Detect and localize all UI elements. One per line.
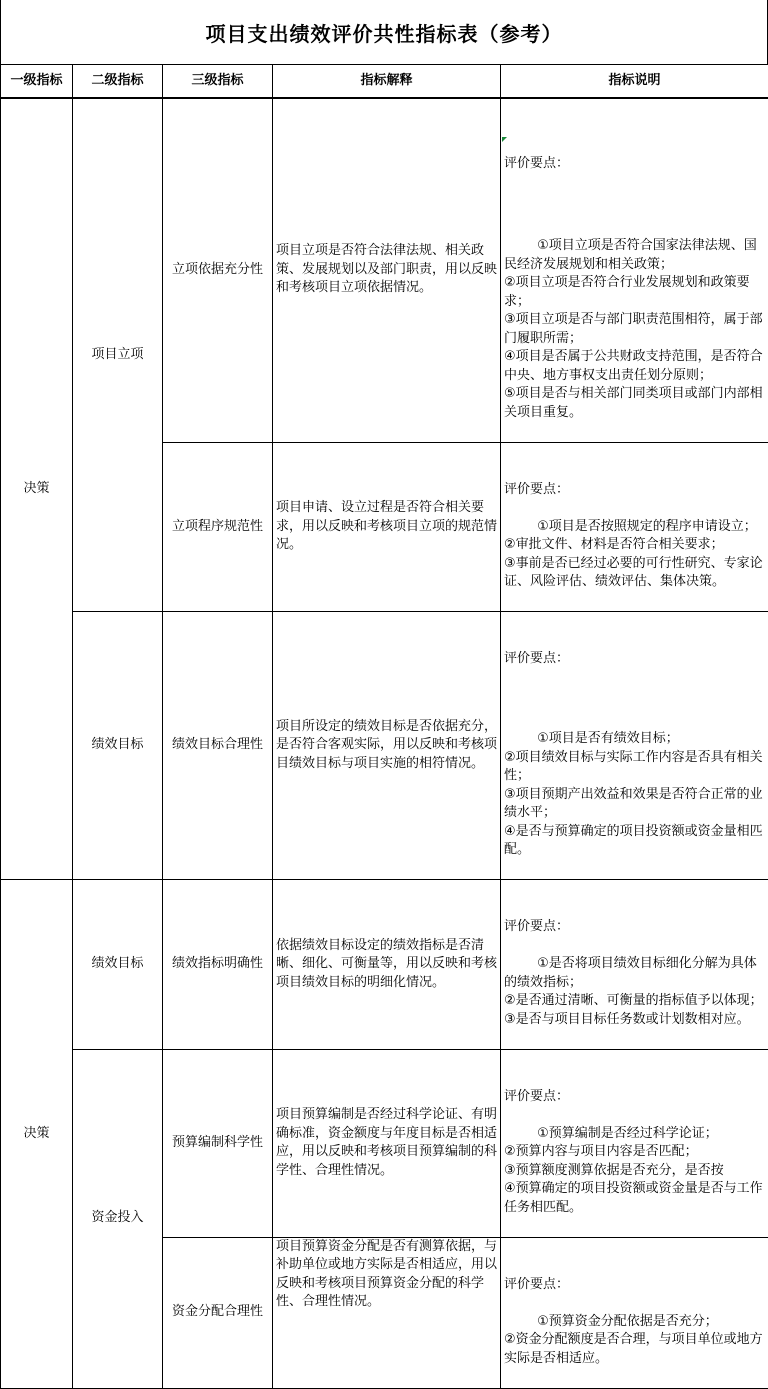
- level2-cell: 绩效目标: [73, 612, 163, 880]
- note-heading: 评价要点：: [504, 1088, 765, 1107]
- note-cell: [501, 442, 768, 612]
- explain-cell: 项目所设定的绩效目标是否依据充分，是否符合客观实际，用以反映和考核项目绩效目标与项目实施的相符情况。: [273, 612, 501, 880]
- header-explain: 指标解释: [273, 65, 501, 98]
- level3-cell: 绩效目标合理性: [163, 612, 273, 880]
- page-title: 项目支出绩效评价共性指标表（参考）: [0, 0, 768, 64]
- note-cell: [501, 1237, 768, 1388]
- note-heading: 评价要点：: [504, 1276, 765, 1295]
- note-body: ①项目立项是否符合国家法律法规、国民经济发展规划和相关政策； ②项目立项是否符合行业发展规划和政策要求； ③项目立项是否与部门职责范围相符，属于部门履职所需； ④项目是否属于公共财政支持范围，是否符合中央、地方事权支出责任划分原则； ⑤项目是否与相关部门同类项目或部门内部相关项目重复。: [504, 238, 763, 420]
- note-body: ①项目是否有绩效目标； ②项目绩效目标与实际工作内容是否具有相关性； ③项目预期产出效益和效果是否符合正常的业绩水平； ④是否与预算确定的项目投资额或资金量相匹配。: [504, 731, 763, 857]
- note-cell: [501, 98, 768, 443]
- header-note: 指标说明: [501, 65, 768, 98]
- level2-cell: 项目立项: [73, 98, 163, 612]
- level3-cell: 立项程序规范性: [163, 442, 273, 612]
- note-cell: [501, 880, 768, 1050]
- note-heading: 评价要点：: [504, 155, 765, 174]
- note-heading: 评价要点：: [504, 918, 765, 937]
- header-level1: 一级指标: [1, 65, 73, 98]
- explain-cell: 项目申请、设立过程是否符合相关要求，用以反映和考核项目立项的规范情况。: [273, 442, 501, 612]
- explain-cell: 项目预算编制是否经过科学论证、有明确标准，资金额度与年度目标是否相适应，用以反映和考核项目预算编制的科学性、合理性情况。: [273, 1049, 501, 1237]
- header-level2: 二级指标: [73, 65, 163, 98]
- level3-cell: 立项依据充分性: [163, 98, 273, 443]
- level1-cell: 决策: [1, 880, 73, 1389]
- level3-cell: 资金分配合理性: [163, 1237, 273, 1388]
- table-row: [1, 880, 768, 1050]
- level3-cell: 绩效指标明确性: [163, 880, 273, 1050]
- table-row: [1, 98, 768, 443]
- note-body: ①项目是否按照规定的程序申请设立； ②审批文件、材料是否符合相关要求； ③事前是否已经过必要的可行性研究、专家论证、风险评估、绩效评估、集体决策。: [504, 519, 763, 590]
- header-level3: 三级指标: [163, 65, 273, 98]
- note-body: ①预算资金分配依据是否充分； ②资金分配额度是否合理，与项目单位或地方实际是否相适应。: [504, 1314, 763, 1366]
- note-heading: 评价要点：: [504, 650, 765, 669]
- header-row: [1, 65, 768, 98]
- note-heading: 评价要点：: [504, 481, 765, 500]
- level2-cell: 资金投入: [73, 1049, 163, 1388]
- note-body: ①预算编制是否经过科学论证； ②预算内容与项目内容是否匹配； ③预算额度测算依据是否充分，是否按 ④预算确定的项目投资额或资金量是否与工作任务相匹配。: [504, 1126, 763, 1215]
- level2-cell: 绩效目标: [73, 880, 163, 1050]
- note-cell: [501, 612, 768, 880]
- table-row: [1, 1049, 768, 1237]
- level1-cell: 决策: [1, 98, 73, 880]
- table-row: [1, 612, 768, 880]
- comment-marker-icon: [502, 137, 507, 142]
- note-body: ①是否将项目绩效目标细化分解为具体的绩效指标； ②是否通过清晰、可衡量的指标值予以体现； ③是否与项目目标任务数或计划数相对应。: [504, 956, 763, 1027]
- explain-cell: 项目立项是否符合法律法规、相关政策、发展规划以及部门职责，用以反映和考核项目立项依据情况。: [273, 98, 501, 443]
- note-cell: [501, 1049, 768, 1237]
- explain-cell: 依据绩效目标设定的绩效指标是否清晰、细化、可衡量等，用以反映和考核项目绩效目标的明细化情况。: [273, 880, 501, 1050]
- level3-cell: 预算编制科学性: [163, 1049, 273, 1237]
- indicator-table: [0, 64, 768, 1389]
- explain-cell: 项目预算资金分配是否有测算依据，与补助单位或地方实际是否相适应，用以反映和考核项目预算资金分配的科学性、合理性情况。: [273, 1237, 501, 1388]
